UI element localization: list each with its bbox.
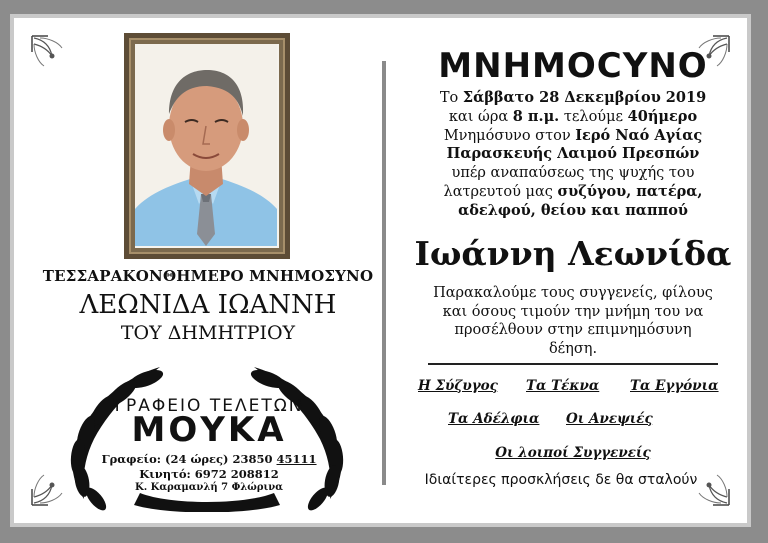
funeral-home-address: Κ. Καραμανλή 7 Φλώρινα	[135, 482, 283, 493]
request-line: και όσους τιμούν την μνήμη του να	[442, 303, 704, 320]
ceremony-line-3: Μνημόσυνο στον Ιερό Ναό Αγίας	[443, 126, 703, 144]
ceremony-details	[406, 89, 740, 221]
relative-spouse: Η Σύζυγος	[418, 378, 498, 394]
relative-siblings: Τα Αδέλφια	[448, 411, 540, 427]
relative-nieces: Οι Ανεψιές	[566, 411, 653, 427]
memorial-title: ΜΝΗΜΟCΥΝΟ	[438, 46, 708, 86]
deceased-name-uppercase: ΛΕΩΝΙΔΑ ΙΩΑΝΝΗ	[79, 290, 337, 320]
request-text	[406, 284, 740, 358]
funeral-home-name-text: ΜΟΥΚΑ	[131, 410, 287, 450]
corner-ornament-icon	[28, 32, 74, 78]
ceremony-line-1: Το Σάββατο 28 Δεκεμβρίου 2019	[439, 89, 707, 106]
office-phone-suffix: 45111	[276, 452, 317, 466]
funeral-home-mobile: Κινητό: 6972 208812	[139, 467, 279, 481]
father-name: ΤΟΥ ΔΗΜΗΤΡΙΟΥ	[120, 322, 296, 344]
relative-others: Οι λοιποί Συγγενείς	[495, 445, 651, 461]
ceremony-line-6: λατρευτού μας συζύγου, πατέρα,	[443, 182, 703, 200]
left-heading: ΤΕΣΣΑΡΑΚΟΝΘΗΜΕΡΟ ΜΝΗΜΟΣΥΝΟ	[42, 267, 374, 285]
ceremony-line-5: υπέρ αναπαύσεως της ψυχής του	[451, 165, 695, 182]
request-line: δέηση.	[548, 340, 598, 357]
ceremony-line-4: Παρασκευής Λαιμού Πρεσπών	[446, 145, 700, 163]
portrait-photo	[135, 44, 279, 248]
relative-grandchildren: Τα Εγγόνια	[630, 378, 719, 394]
relative-children: Τα Τέκνα	[526, 378, 600, 394]
request-line: προσέλθουν στην επιμνημόσυνη	[454, 322, 692, 338]
footer-note: Ιδιαίτερες προσκλήσεις δε θα σταλούν	[424, 472, 698, 488]
request-line: Παρακαλούμε τους συγγενείς, φίλους	[433, 285, 713, 301]
horizontal-rule	[428, 363, 718, 365]
funeral-home-name	[106, 410, 312, 450]
funeral-home-office-phone	[86, 452, 332, 466]
office-phone-prefix: Γραφείο: (24 ώρες) 23850	[101, 452, 277, 466]
ceremony-line-7: αδελφού, θείου και παππού	[458, 201, 688, 219]
ceremony-line-2: και ώρα 8 π.μ. τελούμε 40ήμερο	[448, 107, 698, 125]
vertical-divider	[382, 61, 386, 485]
memorial-notice-card	[10, 14, 751, 527]
portrait-frame	[124, 33, 290, 259]
funeral-home-title: ΓΡΑΦΕΙΟ ΤΕΛΕΤΩΝ	[114, 396, 304, 416]
deceased-name: Ιωάννη Λεωνίδα	[414, 234, 732, 273]
